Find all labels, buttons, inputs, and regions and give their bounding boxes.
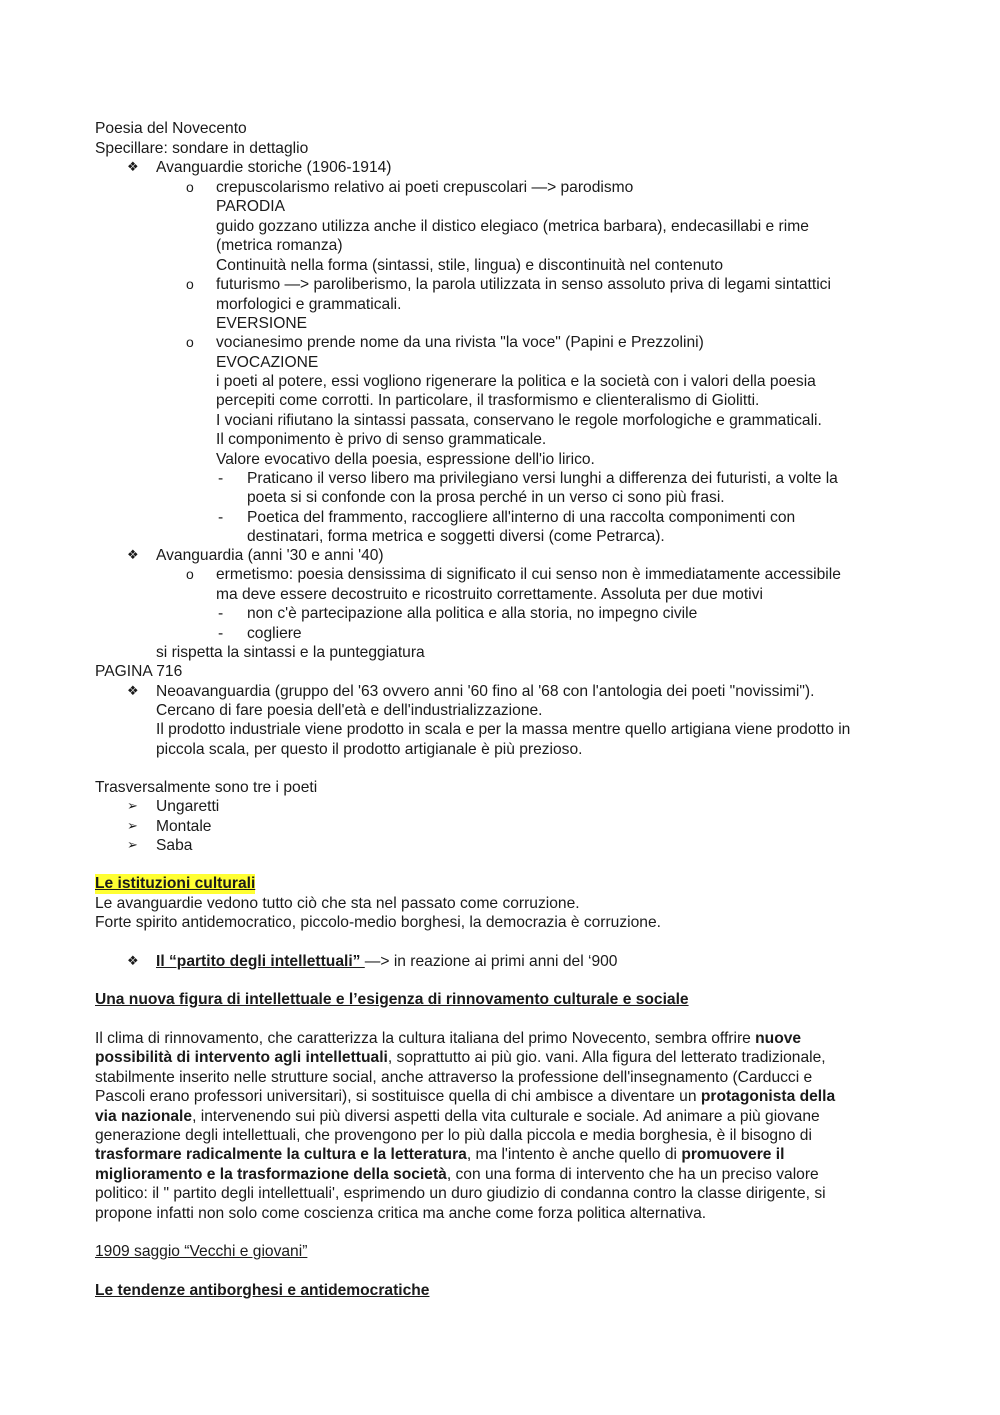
poet-item: Saba bbox=[156, 837, 193, 854]
page-reference: PAGINA 716 bbox=[95, 663, 183, 680]
paragraph-text: , ma l'intento è anche quello di bbox=[466, 1146, 682, 1163]
diamond-bullet-icon: ❖ bbox=[127, 548, 139, 563]
doc-title: Poesia del Novecento bbox=[95, 120, 247, 137]
dash-item-line: non c'è partecipazione alla politica e alla storia, no impegno civile bbox=[247, 605, 698, 622]
dash-bullet: - bbox=[218, 605, 224, 622]
paragraph-text: , intervenendo sui più diversi aspetti della vita culturale e sociale. Ad animare a più giovane bbox=[192, 1108, 820, 1125]
sub-item-line: ma deve essere decostruito e ricostruito correttamente. Assoluta per due motivi bbox=[216, 586, 763, 603]
sub-item-line: I vociani rifiutano la sintassi passata, conservano le regole morfologiche e grammaticali. bbox=[216, 412, 822, 429]
sub-item-line: Continuità nella forma (sintassi, stile, lingua) e discontinuità nel contenuto bbox=[216, 257, 724, 274]
list-item-label: Avanguardia (anni '30 e anni '40) bbox=[156, 547, 384, 564]
paragraph-line: stabilmente inserito nelle strutture social, anche attraverso la professione dell'insegnamento (Carducci e bbox=[95, 1069, 813, 1086]
list-item-line: Il prodotto industriale viene prodotto in scala e per la massa mentre quello artigiana viene prodotto in bbox=[156, 721, 851, 738]
party-item-bold: Il “partito degli intellettuali” bbox=[156, 953, 365, 970]
sub-item-line: morfologici e grammaticali. bbox=[216, 296, 402, 313]
party-item-rest: —> in reazione ai primi anni del ‘900 bbox=[364, 953, 618, 970]
paragraph-bold: protagonista della bbox=[700, 1088, 836, 1105]
paragraph-text: Il clima di rinnovamento, che caratterizza la cultura italiana del primo Novecento, sembra offrire bbox=[95, 1030, 756, 1047]
circle-bullet-icon: o bbox=[186, 179, 194, 195]
dash-item-line: poeta si si confonde con la prosa perché in un verso ci sono più frasi. bbox=[247, 489, 725, 506]
sub-item-line: (metrica romanza) bbox=[216, 237, 343, 254]
text-line: Trasversalmente sono tre i poeti bbox=[95, 779, 318, 796]
diamond-bullet-icon: ❖ bbox=[127, 954, 139, 969]
paragraph-line bbox=[95, 1165, 819, 1185]
circle-bullet-icon: o bbox=[186, 276, 194, 292]
text-line: Forte spirito antidemocratico, piccolo-medio borghesi, la democrazia è corruzione. bbox=[95, 914, 661, 931]
sub-item-line: EVERSIONE bbox=[216, 315, 307, 332]
sub-heading: Una nuova figura di intellettuale e l’esigenza di rinnovamento culturale e sociale bbox=[95, 991, 689, 1008]
circle-bullet-icon: o bbox=[186, 334, 194, 350]
paragraph-bold: trasformare radicalmente la cultura e la letteratura bbox=[95, 1146, 467, 1163]
text-line: Le avanguardie vedono tutto ciò che sta nel passato come corruzione. bbox=[95, 895, 580, 912]
paragraph-bold: possibilità di intervento agli intellettuali bbox=[95, 1049, 388, 1066]
paragraph-bold: miglioramento e la trasformazione della società bbox=[95, 1166, 447, 1183]
section-heading-highlighted: Le istituzioni culturali bbox=[95, 875, 256, 892]
party-item bbox=[156, 952, 617, 972]
paragraph-line bbox=[95, 1145, 784, 1165]
sub-item-line: Valore evocativo della poesia, espressione dell'io lirico. bbox=[216, 451, 595, 468]
paragraph-line: politico: il " partito degli intellettuali', esprimendo un duro giudizio di condanna contro la classe dirigente, si bbox=[95, 1185, 826, 1202]
dash-item-line: cogliere bbox=[247, 625, 302, 642]
list-item-line: piccola scala, per questo il prodotto artigianale è più prezioso. bbox=[156, 741, 583, 758]
poet-item: Montale bbox=[156, 818, 212, 835]
essay-reference: 1909 saggio “Vecchi e giovani” bbox=[95, 1243, 308, 1260]
paragraph-line bbox=[95, 1107, 820, 1127]
dash-item-line: Praticano il verso libero ma privilegiano versi lunghi a differenza dei futuristi, a volte la bbox=[247, 470, 838, 487]
sub-item-line: ermetismo: poesia densissima di significato il cui senso non è immediatamente accessibile bbox=[216, 566, 841, 583]
diamond-bullet-icon: ❖ bbox=[127, 684, 139, 699]
doc-subtitle: Specillare: sondare in dettaglio bbox=[95, 140, 309, 157]
paragraph-text: , con una forma di intervento che ha un preciso valore bbox=[446, 1166, 819, 1183]
arrow-bullet-icon: ➢ bbox=[127, 799, 138, 814]
sub-item-line: percepiti come corrotti. In particolare, il trasformismo e clienteralismo di Giolitti. bbox=[216, 392, 760, 409]
paragraph-line: generazione degli intellettuali, che provengono per lo più dalla piccola e media borghesia, è il bisogno di bbox=[95, 1127, 812, 1144]
dash-bullet: - bbox=[218, 509, 224, 526]
paragraph-line bbox=[95, 1029, 801, 1049]
diamond-bullet-icon: ❖ bbox=[127, 160, 139, 175]
paragraph-text: Pascoli erano professori universitari), si sostituisce quella di chi ambisce a diventare un bbox=[95, 1088, 701, 1105]
arrow-bullet-icon: ➢ bbox=[127, 838, 138, 853]
circle-bullet-icon: o bbox=[186, 566, 194, 582]
text-line: si rispetta la sintassi e la punteggiatura bbox=[156, 644, 425, 661]
poet-item: Ungaretti bbox=[156, 798, 220, 815]
list-item-line: Neoavanguardia (gruppo del '63 ovvero anni '60 fino al '68 con l'antologia dei poeti "novissimi"). bbox=[156, 683, 815, 700]
sub-item-line: vocianesimo prende nome da una rivista "la voce" (Papini e Prezzolini) bbox=[216, 334, 704, 351]
sub-item-line: futurismo —> paroliberismo, la parola utilizzata in senso assoluto priva di legami sintattici bbox=[216, 276, 831, 293]
sub-item-line: i poeti al potere, essi vogliono rigenerare la politica e la società con i valori della poesia bbox=[216, 373, 816, 390]
paragraph-bold: nuove bbox=[755, 1030, 802, 1047]
dash-item-line: Poetica del frammento, raccogliere all'interno di una raccolta componimenti con bbox=[247, 509, 796, 526]
sub-item-line: PARODIA bbox=[216, 198, 286, 215]
dash-item-line: destinatari, forma metrica e soggetti diversi (come Petrarca). bbox=[247, 528, 665, 545]
sub-item-line: guido gozzano utilizza anche il distico elegiaco (metrica barbara), endecasillabi e rime bbox=[216, 218, 809, 235]
paragraph-line: propone infatti non solo come coscienza critica ma anche come forza politica alternativa. bbox=[95, 1205, 707, 1222]
list-item-line: Cercano di fare poesia dell'età e dell'industrializzazione. bbox=[156, 702, 543, 719]
paragraph-bold: via nazionale bbox=[95, 1108, 193, 1125]
sub-item-line: Il componimento è privo di senso grammaticale. bbox=[216, 431, 547, 448]
paragraph-line bbox=[95, 1087, 835, 1107]
dash-bullet: - bbox=[218, 625, 224, 642]
sub-item-line: crepuscolarismo relativo ai poeti crepuscolari —> parodismo bbox=[216, 179, 634, 196]
paragraph-line bbox=[95, 1048, 826, 1068]
paragraph-bold: promuovere il bbox=[681, 1146, 785, 1163]
list-item-label: Avanguardie storiche (1906-1914) bbox=[156, 159, 392, 176]
sub-item-line: EVOCAZIONE bbox=[216, 354, 319, 371]
section-heading: Le tendenze antiborghesi e antidemocratiche bbox=[95, 1282, 430, 1299]
arrow-bullet-icon: ➢ bbox=[127, 819, 138, 834]
paragraph-text: , soprattutto ai più gio. vani. Alla figura del letterato tradizionale, bbox=[387, 1049, 826, 1066]
dash-bullet: - bbox=[218, 470, 224, 487]
